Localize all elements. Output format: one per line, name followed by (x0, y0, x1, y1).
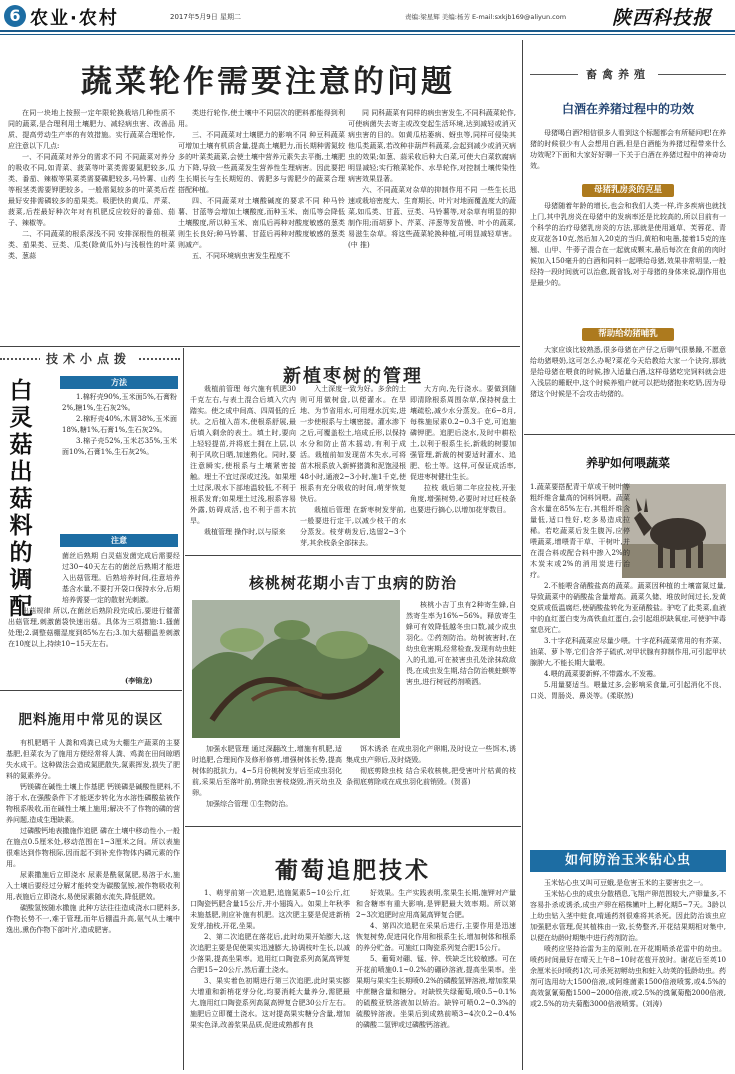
method-item: 1.棉籽壳90%,玉米面5%,石膏粉2%,糖1%,生石灰2%。 (62, 393, 177, 412)
fertilizer-paragraph: 过磷酸钙地表撒施作追肥 磷在土壤中移动性小,一般在施点0.5厘米处,移动范围在1~3厘米之间。所以表施很难达到作物根际,因而起不到补充作物体内磷元素的作用。 (6, 827, 180, 868)
grape-paragraph: 2、第二次追肥在落花后,此时幼果开始膨大,这次追肥主要是促使果实迅速膨大,协调枝叶生长,以减少落果,提高坐果率。追用红口陶瓷系列高氮高钾复合肥15~20公斤,然后灌土浇水。 (190, 933, 350, 974)
pig-sub-heading-1: 母猪乳房炎的克星 (582, 184, 674, 197)
section-title: 农业·农村 (30, 8, 119, 29)
donkey-paragraph: 4.喂的蔬菜要新鲜,不带露水,不发霉。 (544, 670, 661, 678)
corn-text (530, 878, 726, 1068)
jujube-paragraph: 拉枝 栽后第二年应拉枝,开张角度,增强树势,必要时对过旺枝条也要进行摘心,以增加花芽数目。 (410, 484, 516, 514)
corn-article-title: 如何防治玉米钻心虫 (530, 850, 726, 872)
grape-paragraph: 好效果。生产实践表明,浆果生长期,施钾对产量和含糖率有重大影响,是钾肥最大效率期。所以第2~3次追肥时应用高氮高钾复合肥。 (356, 889, 516, 919)
lead-paragraph: 五、不同环境病虫害发生程度不 (192, 252, 290, 260)
jujube-paragraph: 入土深度一致为好。多余的土则可用做树盘,以便灌水。在旱地、为节省用水,可用埋水沉实,进一步使根系与土壤密接。灌水渗下之后,可覆盖松土,培成丘形,以保持水分和防止苗木摇动,有利于成活。栽植前如发现苗木失水,可将苗木根系放入新鲜猪粪和泥饱浸根48小时,通液2~3小时,施1千克,使根系有充分吸收的时间,萌芽恢复快后。 (300, 385, 406, 503)
walnut-paragraph: 加强综合管理 ①生物防治。 (206, 800, 293, 808)
corn-paragraph: 玉米钻心虫又叫可豆蛾,是危害玉米的主要害虫之一。 (544, 879, 708, 887)
fertilizer-paragraph: 钙镁磷在碱性土壤上作基肥 钙镁磷是碱酸性肥料,不溶于水,在强酸条件下才能逐步转化为水溶性磷酸盐被作物根系吸收,而在碱性土壤上施用;解决不了作物的磷的营养问题,造成生理缺素。 (6, 783, 180, 824)
page-number-badge (4, 5, 26, 27)
jujube-paragraph: 大方向,先行浇水。要做到随即清除根系周围杂草,保持树盘土壤疏松,减少水分蒸发。在6~8月,每株施尿素0.2~0.3千克,可追施磷钾肥。追肥后浇水,及时中耕松土,以利于根系生长,新栽的树要加强管理,新裁的树要适时灌水、追肥、松土等。这样,可保证成活率,促进枣树健壮生长。 (410, 385, 516, 481)
pig-intro: 母猪喝白酒?相信很多人看到这个标题都会有所疑问吧!在养猪的时候很少有人会想用白酒,但是白酒能为养猪过程带来什么功效呢?下面和大家好好聊一下关于白酒在养猪过程中的神奇功效。 (530, 129, 726, 170)
walnut-right-text (406, 600, 516, 742)
tech-banner-label: 技术小点拨 (40, 350, 137, 367)
lead-paragraph: 六、不同蔬菜对杂草的抑制作用不同 一些生长迅速或栽培密度大、生育期长、叶片对地面覆盖度大的蔬菜,如瓜类、甘蓝、豆类、马铃薯等,对杂草有明显的抑制作用;而胡萝卜、芹菜、洋葱等发苗慢、叶小的蔬菜,易滋生杂草。将这些蔬菜轮换种植,可明显减轻草害。(中 推) (348, 186, 516, 249)
grape-paragraph: 5、葡萄对硼、锰、锌、铁缺乏比较敏感。可在开花前喷施0.1~0.2%的硼砂溶液,提高坐果率。坐果期与果实生长期喷0.2%的磷酸氢钾溶液,增加浆果中蔗糖含量和糖分。对缺铁失绿葡萄,喷0.5~0.1%的硫酸亚铁溶液加以矫治。缺锌可喷0.2~0.3%的硫酸锌溶液。坐果后到成熟前喷3~4次0.2~0.4%的磷酸二氢钾或过磷酸钙溶液。 (356, 955, 516, 1029)
lead-paragraph: 四、不同蔬菜对土壤酸碱度的要求不同 种马铃薯、甘蓝等会增加土壤酸度,而种玉米、南瓜等会降低土壤酸度,所以种玉米、南瓜后再种对酸度敏感的葱类则生长良好;种马铃薯、甘蓝后再种对酸度敏感的葱类则减产。 (178, 197, 345, 249)
grape-col-2 (356, 888, 516, 1068)
method-item: 3.棉子壳52%,玉米芯35%,玉米面10%,石膏1%,生石灰2%。 (62, 437, 177, 456)
method-item: 2.棉籽壳40%,木屑38%,玉米面18%,糖1%,石膏1%,生石灰2%。 (62, 415, 177, 434)
walnut-photo-image (192, 600, 400, 738)
header-rule (0, 30, 735, 32)
livestock-banner-label: 畜禽养殖 (578, 66, 658, 82)
jujube-col-2 (300, 384, 406, 550)
section-divider (0, 690, 182, 691)
lead-paragraph: 同 同科蔬菜有同样的病虫害发生,不同科蔬菜轮作,可使病菌失去寄主或改变起生活环境,达到减轻或消灭病虫害的目的。如黄瓜枯萎病、蚜虫等,同样可侵染其他瓜类蔬菜,若改种非葫芦科蔬菜,会起到减少或消灭病虫的效果;如葱、蒜采收后种大白菜,可使大白菜软腐病明显减轻;实行粮菜轮作、水旱轮作,对控制土壤传染性病害效果显著。 (348, 109, 516, 183)
lead-article-title: 蔬菜轮作需要注意的问题 (81, 64, 455, 100)
section-divider (185, 555, 521, 556)
lead-paragraph: 在同一块地上按照一定年限轮换栽培几种性质不同的蔬菜,是合理利用土壤肥力、减轻病虫害、改善品质、提高劳动生产率的有效措施。实行蔬菜合理轮作,应注意以下几点: (8, 109, 175, 150)
jujube-paragraph: 栽植管理 操作时,以与原来 (204, 528, 286, 536)
walnut-photo (192, 600, 400, 738)
lead-col-2 (178, 108, 345, 343)
grape-paragraph: 4、第四次追肥在采果后进行,主要作用是迅速恢复树势,促进同化作用和根系生长,增加树体和根系的养分贮备。可施红口陶瓷系列复合肥15公斤。 (356, 922, 516, 952)
lead-paragraph: 二、不同蔬菜的根系深浅不同 安排深根性的根菜类、茄果类、豆类、瓜类(除黄瓜外)与浅根性的叶菜类、葱蒜 (8, 230, 175, 260)
fertilizer-body (6, 738, 180, 1068)
fertilizer-paragraph: 碳酸氢铵随水撒施 此种方法往往造成浇水口肥料多,作物长势不一,难于管理,而年后棚温升高,氨气从土壤中逸出,熏伤作物下部叶片,造成肥害。 (6, 904, 180, 934)
corn-paragraph: 喷药应坚持治雷为主的原则,在开花期喷杀花雷中的幼虫。喷药时间最好在晴天上午8~10时花苞开放时。谢花后至英10余厘米长时喷药1次,可杀死初孵幼虫和蛀入幼荚的低龄幼虫。药剂可选用幼大1500倍液,或阿维菌素1500倍液喷雾,或4.5%的高效氯氰菊酯1500~2000倍液,或2.5%的溴氰菊酯2000倍液,或2.5%的功夫菊酯3000倍液喷雾。(刘涛) (530, 945, 726, 1008)
editor-credits: 责编:梁星辉 美编:杨芳 E-mail:sxkjb169@aliyun.com (405, 13, 567, 21)
issue-date: 2017年5月9日 星期二 (170, 13, 241, 21)
note-label: 注意 (60, 534, 178, 547)
method-label: 方法 (60, 376, 178, 389)
page-number: 6 (9, 6, 21, 25)
paper-name-logo: 陕西科技报 (612, 7, 713, 29)
walnut-bottom-left (192, 744, 342, 824)
column-divider (183, 348, 184, 1070)
jujube-col-3 (410, 384, 516, 550)
section-divider (0, 346, 520, 347)
note-text (8, 551, 180, 669)
note-paragraph: 菌丝后熟期 白灵菇发菌完成后需要经过30~40天左右的菌丝后熟期才能进入出菇管理。后熟培养时间,往意培养基含水量,不要打开袋口保持水分,后期培养需要一定的散射光刺激。 (62, 552, 180, 604)
note-paragraph: 出菇规律 所以,在菌丝后熟阶段完成后,要进行催蕾出菇管理,刺激菌袋快速出菇。具体为三项措施:1.搔菌处理;2.调整菇棚湿度到85%左右;3.加大菇棚温差刺激在10度以上,持续10~15天左右。 (8, 607, 180, 648)
pig-sub-heading-2: 帮助给幼猪哺乳 (582, 328, 674, 341)
walnut-paragraph: 彻底剪除虫枝 结合采收核桃,把受害叶片枯黄的枝条彻底剪除或在成虫羽化前销毁。(贺喜) (346, 767, 516, 786)
grape-paragraph: 3、果实着色初期进行第三次追肥,此时果实膨大增重和新梢花芽分化,均要消耗大量养分,需肥最大,施用红口陶瓷系列高氮高钾复合肥30公斤左右。施肥后立即覆土浇水。这对提高果实糖分含量,增加果实色泽,改善浆果品质,促进成熟都有良 (190, 977, 350, 1029)
donkey-paragraph: 2.不能喂含硝酸盐高的蔬菜。蔬菜因种植的土壤富氮过量,导致蔬菜中的硝酸盐含量增高。蔬菜久储、堆放时间过长,发黄变质或低温腐烂,使硝酸盐转化为亚硝酸盐。驴吃了此类菜,血液中的血红蛋白变为高铁血红蛋白,会引起组织缺氧症,可使驴中毒窒息死亡。 (530, 582, 726, 634)
grape-paragraph: 1、萌芽前第一次追肥,追施氮素5~10公斤,红口陶瓷钙肥含量15公斤,并小翅捣入。如果上年秋季未施基肥,则应补施有机肥。这次肥主要是促进新梢发芽,抽枝,开花,坐果。 (190, 889, 350, 930)
tech-vertical-title: 白灵菇出菇料的调配 (9, 378, 33, 620)
tech-banner (0, 350, 180, 368)
donkey-paragraph: 5.用量要适当。喂量过多,会影响采食量,可引起消化不良、口炎、胃肠炎、鼻炎等。(柔联然) (530, 681, 726, 700)
pig-text-1: 母猪随着年龄的增长,也会和我们人类一样,许多疾病也就找上门,其中乳房炎在母猪中的发病率还是比较高的,所以目前有一个科学的治疗母猪乳房炎的方法,那就是使用通草、芙蓉花、青皮双花各10克,然后加入20克的当归,黄柏和电墨,接着15克的连翘、山甲、牛蒡子混合在一起就成颗末,最后每次在食前的肉时候加入150毫升的白酒和同料一起喂给母猪,效果非常明显,一般经持一段时间就可以治愈,既省钱,对于母猪的身体来说,副作用也是最少的。 (530, 202, 726, 287)
walnut-title: 核桃树花期小吉丁虫病的防治 (248, 574, 457, 592)
method-list (62, 392, 177, 530)
donkey-article-title: 养驴如何喂蔬菜 (585, 456, 670, 470)
jujube-col-1 (190, 384, 296, 550)
column-divider (522, 40, 523, 1070)
donkey-paragraph: 1.蔬菜要搭配青干草或干树叶等粗纤维含量高的饲料饲喂。蔬菜含水量在85%左右,其粗纤维含量低,适口性好,吃多易造成拉稀。若吃蔬菜后发生腹泻,应停喂蔬菜,增喂青干草、干树叶,并在混合料或配合料中掺入2%的木炭末或2%的消用炭进行治疗。 (530, 483, 630, 579)
fertilizer-title: 肥料施用中常见的误区 (18, 712, 164, 728)
fertilizer-paragraph: 尿素撒施后立即浇水 尿素是酰氨氮肥,易溶于水,施入土壤后要经过分解才能转变为碳酸氢铵,被作物吸收利用,表施后立即浇水,易使尿素随水流失,降低肥效。 (6, 871, 180, 901)
lead-paragraph: 类进行轮作,使土壤中不同层次的肥料都能得到利用。 (178, 109, 345, 128)
grape-title: 葡萄追肥技术 (275, 858, 431, 884)
livestock-banner (530, 66, 726, 84)
lead-paragraph: 三、不同蔬菜对土壤肥力的影响不同 种豆科蔬菜可增加土壤有机质含量,提高土壤肥力,而长期种需氮较多的叶菜类蔬菜,会使土壤中营养元素失去平衡,土壤肥力下降,导致一些蔬菜发生营养性生理病害。因此要把生长期长与生长期短的、需肥多与需肥少的蔬菜合理搭配种植。 (178, 131, 345, 194)
lead-paragraph: 一、不同蔬菜对养分的需求不同 不同蔬菜对养分的吸收不同,如青菜、菠菜等叶菜类需要氮肥较多,瓜类、番茄、辣椒等果菜类需要磷肥较多,马铃薯、山药等根茎类需要钾肥较多。一般需氮较多的叶菜类后茬最好安排需磷较多的茄果类。吸肥快的黄瓜、芹菜、菠菜,后茬最好种次年对有机肥反应较好的番茄、茄子、辣椒等。 (8, 153, 175, 227)
jujube-title: 新植枣树的管理 (283, 366, 423, 387)
walnut-bottom-right (346, 744, 516, 824)
lead-col-3 (348, 108, 516, 343)
jujube-paragraph: 栽植前管理 每穴施有机肥30千克左右,与表土混合后填入穴内踏实。使之成中间高、四周低的丘状。之后植入苗木,使根系舒展,最后填入剩余的表土。填土时,要向上轻轻提苗,并将底土拥在上层,以利于风吹日晒,加速熟化。同时,要注意瞬实,使根系与土壤紧密接触。埋土不宜过深或过浅。如果埋土过深,吸水下部地温较低,不利于根系发育;如果埋土过浅,根系容易外露,妨碍成活,也不利于苗木抗旱。 (190, 385, 296, 525)
walnut-paragraph: 核桃小吉丁虫有2种寄生蜂,自然寄生率为16%~56%。释放寄生蜂可有效降低越冬虫口数,减少成虫羽化。②药剂防治。幼树被害时,在幼虫危害期,经常检查,发现有幼虫蛀入的孔道,可在被害虫孔处涂抹敌敌畏,在成虫发生期,结合防治桃蛀螟等害虫,进行树冠药剂喷洒。 (406, 601, 516, 686)
corn-paragraph: 玉米钻心虫的成虫分散栖息,飞翔产卵范围较大,产卵量多,不容易扑杀或诱杀,成虫产卵在稻株嫩叶上,孵化期5~7天。3龄以上幼虫钻入茎中蛀食,啃通药剂很难将其杀死。因此防治该虫应加强肥水管理,促其植株由一致,长势整齐,开花结果期相对集中,以便在幼龄时期集中进行药剂防治。 (530, 890, 726, 942)
pig-text-2: 大家应该比较熟悉,很多母猪在产仔之后聊气很暴躁,不愿意给幼猪喂奶,这可怎么办呢?菜花今天给教给大家一个诀窍,那就是给母猪在喂食的时候,掺入适量白酒,这样母猪吃完饲料就会进入浅层的睡眠中,这个时候养殖户就可以把幼猪抱来吃奶,因为母猪这个时候是不会攻击幼猪的。 (530, 346, 726, 398)
header-rule-thin (0, 34, 735, 35)
tech-author: (李锦龙) (125, 676, 153, 685)
section-divider (524, 434, 735, 435)
donkey-text (530, 482, 726, 846)
walnut-paragraph: 饵木诱杀 在成虫羽化产卵期,及时设立一些饵木,诱集成虫产卵后,及时烧毁。 (346, 745, 516, 764)
section-divider (185, 826, 521, 827)
lead-col-1 (8, 108, 175, 343)
fertilizer-paragraph: 有机肥晒干 人粪和鸡粪已成为大棚生产蔬菜的主要基肥,但菜农为了施用方便经常将人粪、鸡粪在田间晾晒失水成干。这种做法会造成氮肥散失,氮素挥发,损失了肥料的氮素养分。 (6, 739, 180, 780)
donkey-paragraph: 3.十字花科蔬菜应尽量少喂。十字花科蔬菜常用的有芥菜、油菜、萝卜等,它们含芥子硫甙,对甲状腺有抑制作用,可引起甲状腺肿大,不能长期大量喂。 (530, 637, 726, 667)
pig-article-title: 白酒在养猪过程中的功效 (561, 102, 694, 116)
grape-col-1 (190, 888, 350, 1068)
jujube-paragraph: 栽植后管理 在新枣树发芽前,一般要进行定干,以减少枝干的水分蒸发。枝芽萌发后,选留2~3个芽,其余枝条全部抹去。 (300, 506, 406, 547)
walnut-paragraph: 加强水肥管理 通过深翻改土,增施有机肥,适时追肥,合理间作及修形修剪,增强树体长势,提高树体的抵抗力。4~5月份桃树发芽后至成虫羽化前,采果后至落叶前,剪除虫害枝烧毁,消灭幼虫及卵。 (192, 745, 342, 797)
